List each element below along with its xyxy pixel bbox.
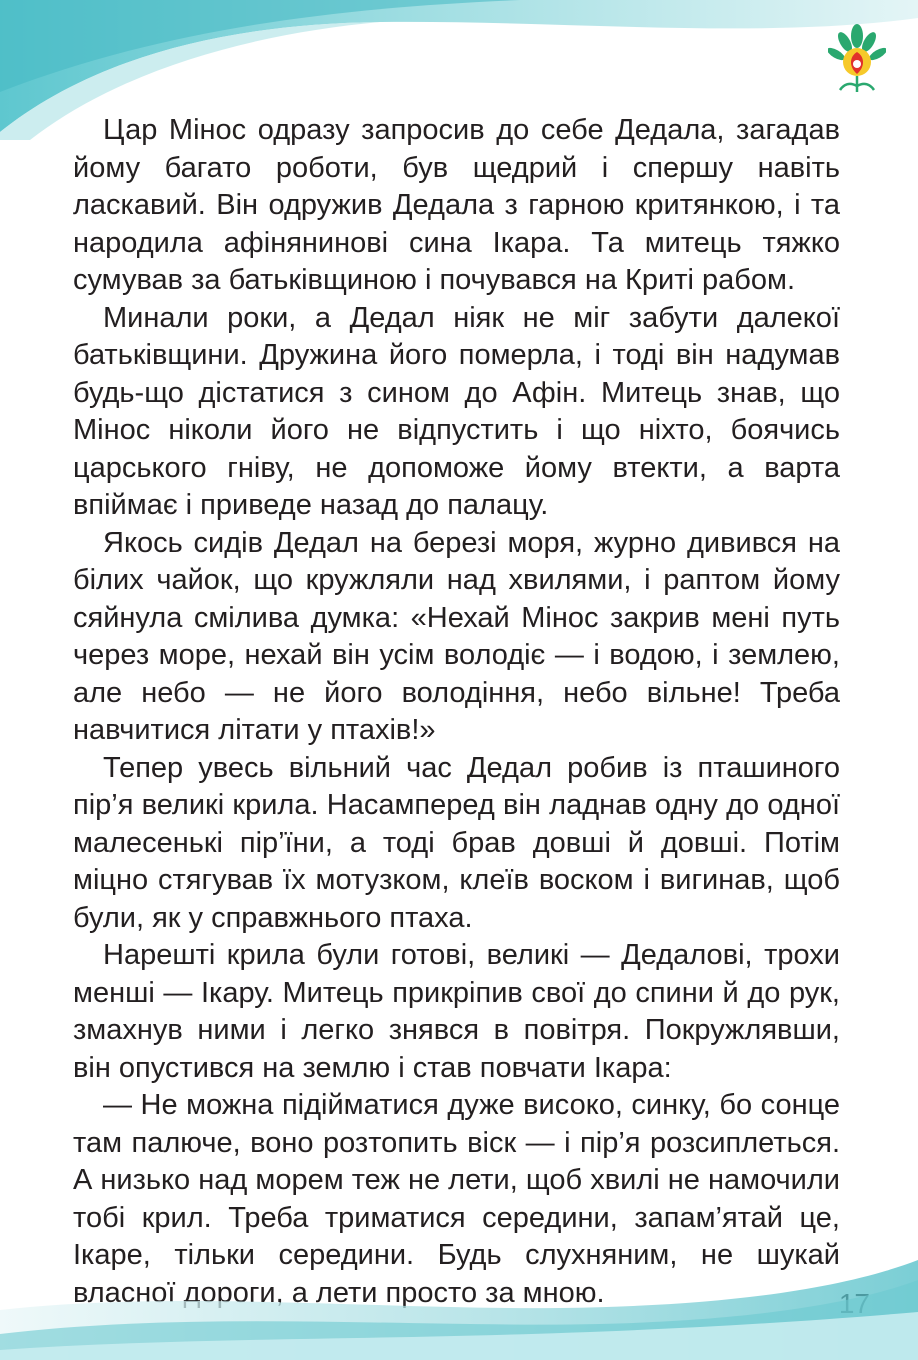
floral-ornament-icon [828, 22, 886, 100]
paragraph: Нарешті крила були готові, великі — Дедалові, трохи менші — Ікару. Митець прикріпив свої до спини й до рук, змахнув ними і легко знявся в повітря. Покружлявши, він опустився на землю і став повчати Ікара: [73, 939, 840, 1084]
bottom-wave-decoration [0, 1250, 918, 1360]
paragraph: Цар Мінос одразу запросив до себе Дедала, загадав йому багато роботи, був щедрий і спершу навіть ласкавий. Він одружив Дедала з гарною критянкою, і та народила афінянинові сина Ікара. Та митець тяжко сумував за батьківщиною і почувався на Криті рабом. [73, 114, 840, 296]
paragraph: Тепер увесь вільний час Дедал робив із пташиного пір’я великі крила. Насамперед він ладнав одну до одної малесенькі пір’їни, а тоді брав довші й довші. Потім міцно стягував їх мотузком, клеїв воском і вигинав, щоб були, як у справжнього птаха. [73, 751, 840, 934]
story-text [73, 112, 840, 1312]
paragraph: — Не можна підійматися дуже високо, синку, бо сонце там палюче, воно розтопить віск — і пір’я розсиплеться. А низько над морем теж не лети, щоб хвилі не намочили тобі крил. Треба триматися середини, запам’ятай це, Ікаре, тільки середини. Будь слухняним, не шукай власної дороги, а лети просто за мною. [73, 1089, 840, 1309]
paragraph: Якось сидів Дедал на березі моря, журно дивився на білих чайок, що кружляли над хвилями, і раптом йому сяйнула смілива думка: «Нехай Мінос закрив мені путь через море, нехай він усім володіє — і водою, і землею, але небо — не його володіння, небо вільне! Треба навчитися літати у птахів!» [73, 526, 840, 746]
paragraph: Минали роки, а Дедал ніяк не міг забути далекої батьківщини. Дружина його померла, і тоді він надумав будь-що дістатися з сином до Афін. Митець знав, що Мінос ніколи його не відпустить і що ніхто, боячись царського гніву, не допоможе йому втекти, а варта впіймає і приведе назад до палацу. [73, 301, 840, 521]
